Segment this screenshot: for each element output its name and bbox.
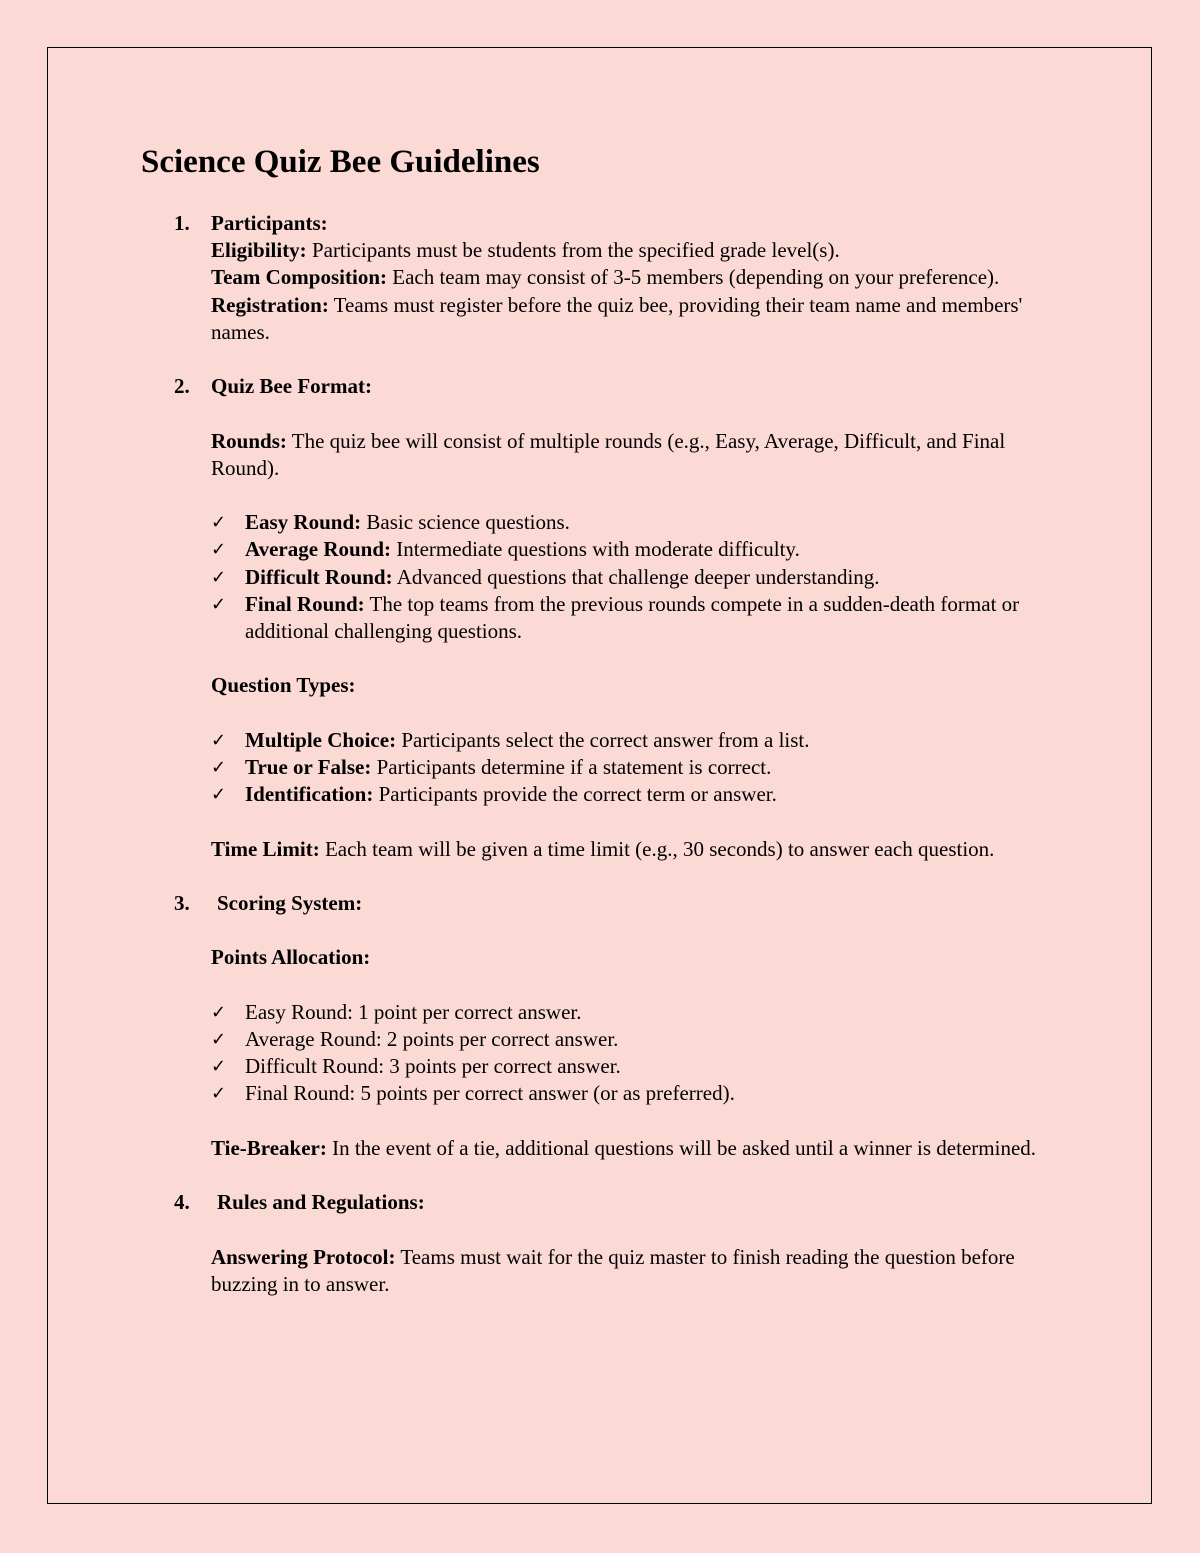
section-rules (174, 1189, 1074, 1298)
list-item (174, 564, 1074, 591)
registration-text: Teams must register before the quiz bee, providing their team name and members' names. (211, 292, 1023, 344)
checkmark-icon: ✓ (211, 593, 227, 615)
checkmark-icon: ✓ (211, 729, 227, 751)
time-limit-text: Each team will be given a time limit (e.g., 30 seconds) to answer each question. (319, 836, 995, 861)
question-type-text: Participants provide the correct term or answer. (373, 782, 777, 807)
round-text: The top teams from the previous rounds compete in a sudden-death format or additional challenging questions. (245, 591, 1020, 643)
list-item (174, 754, 1074, 781)
checkmark-icon: ✓ (211, 784, 227, 806)
eligibility-text: Participants must be students from the specified grade level(s). (306, 238, 840, 263)
section-heading (174, 373, 1074, 400)
time-limit-label: Time Limit: (211, 836, 320, 861)
points-allocation-heading: Points Allocation: (211, 945, 371, 970)
points-text: Final Round: 5 points per correct answer (or as preferred). (245, 1081, 735, 1106)
round-label: Final Round: (245, 591, 365, 616)
team-composition-text: Each team may consist of 3-5 members (depending on your preference). (387, 265, 1000, 290)
rounds-label: Rounds: (211, 428, 287, 453)
checkmark-icon: ✓ (211, 1056, 227, 1078)
points-text: Easy Round: 1 point per correct answer. (245, 999, 582, 1024)
section-number: 4. (174, 1190, 190, 1215)
question-type-text: Participants select the correct answer from a list. (396, 727, 810, 752)
checkmark-icon: ✓ (211, 1083, 227, 1105)
rounds-paragraph (211, 428, 1074, 482)
points-text: Difficult Round: 3 points per correct answer. (245, 1054, 621, 1079)
round-label: Difficult Round: (245, 564, 393, 589)
list-item (174, 1080, 1074, 1107)
rounds-text: The quiz bee will consist of multiple rounds (e.g., Easy, Average, Difficult, and Final Round). (211, 428, 1006, 480)
round-text: Advanced questions that challenge deeper understanding. (392, 564, 880, 589)
list-item (174, 727, 1074, 754)
section-title: Scoring System: (217, 890, 363, 915)
list-item (174, 509, 1074, 536)
team-composition-label: Team Composition: (211, 265, 387, 290)
section-heading (174, 890, 1074, 917)
section-number: 2. (174, 374, 190, 399)
tie-breaker-text: In the event of a tie, additional questions will be asked until a winner is determined. (326, 1135, 1037, 1160)
answering-protocol-paragraph (211, 1244, 1074, 1298)
section-heading (174, 210, 1074, 237)
section-title: Participants: (211, 211, 328, 235)
list-item (174, 999, 1074, 1026)
checkmark-icon: ✓ (211, 539, 227, 561)
section-number: 3. (174, 890, 190, 915)
tie-breaker-paragraph (211, 1135, 1074, 1162)
list-item (174, 781, 1074, 808)
section-participants (174, 210, 1074, 346)
section-quiz-format (174, 373, 1074, 863)
question-types-heading: Question Types: (211, 673, 356, 698)
checkmark-icon: ✓ (211, 1001, 227, 1023)
answering-protocol-label: Answering Protocol: (211, 1244, 396, 1269)
checkmark-icon: ✓ (211, 512, 227, 534)
checkmark-icon: ✓ (211, 756, 227, 778)
answering-protocol-text: Teams must wait for the quiz master to finish reading the question before buzzing in to answer. (211, 1244, 1015, 1296)
team-composition-paragraph (211, 264, 1074, 291)
rounds-list (174, 509, 1074, 645)
round-text: Intermediate questions with moderate difficulty. (391, 537, 800, 562)
registration-label: Registration: (211, 292, 329, 317)
list-item (174, 536, 1074, 563)
round-label: Average Round: (245, 537, 392, 562)
list-item (174, 1026, 1074, 1053)
points-text: Average Round: 2 points per correct answer. (245, 1026, 619, 1051)
eligibility-label: Eligibility: (211, 238, 307, 263)
round-label: Easy Round: (245, 510, 362, 535)
eligibility-paragraph (211, 237, 1074, 264)
list-item (174, 1053, 1074, 1080)
checkmark-icon: ✓ (211, 566, 227, 588)
section-title: Quiz Bee Format: (211, 374, 372, 399)
points-list (174, 999, 1074, 1108)
question-type-label: Identification: (245, 782, 374, 807)
registration-paragraph (211, 292, 1074, 346)
checkmark-icon: ✓ (211, 1028, 227, 1050)
round-text: Basic science questions. (361, 510, 570, 535)
section-scoring (174, 890, 1074, 1162)
section-heading (174, 1189, 1074, 1216)
guidelines-content (174, 210, 1074, 1325)
question-type-label: True or False: (245, 754, 372, 779)
section-number: 1. (174, 211, 190, 235)
tie-breaker-label: Tie-Breaker: (211, 1135, 327, 1160)
section-title: Rules and Regulations: (217, 1190, 425, 1215)
time-limit-paragraph (211, 836, 1074, 863)
page-title: Science Quiz Bee Guidelines (141, 144, 540, 180)
question-type-label: Multiple Choice: (245, 727, 397, 752)
question-type-text: Participants determine if a statement is correct. (371, 754, 772, 779)
list-item (174, 591, 1074, 645)
question-types-list (174, 727, 1074, 809)
